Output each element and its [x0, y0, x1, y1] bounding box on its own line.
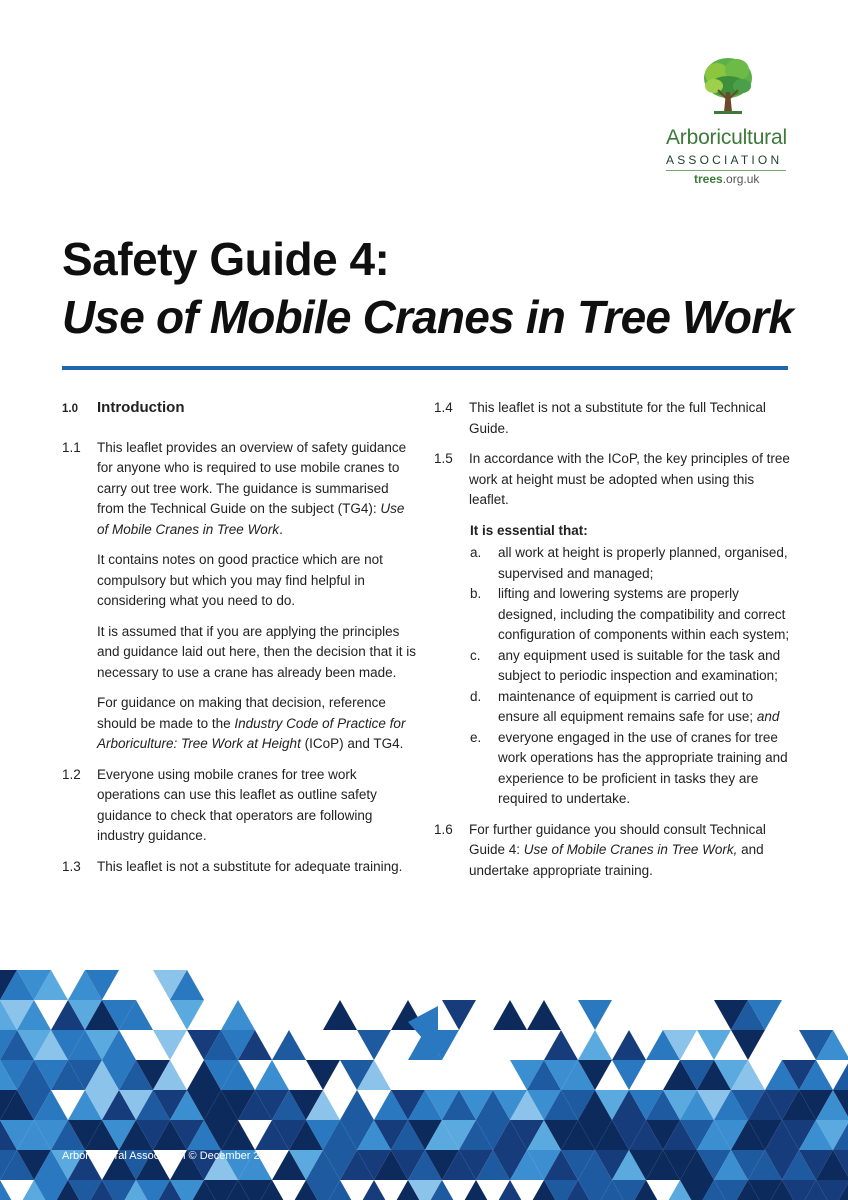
logo-association: ASSOCIATION	[666, 153, 783, 167]
clause-number: 1.4	[434, 400, 453, 415]
logo-url-bold: trees	[694, 172, 723, 186]
footer-copyright: Arboricultural Association © December 2020.	[62, 1150, 282, 1162]
list-item	[470, 584, 790, 646]
text: maintenance of equipment is carried out to ensure all equipment remains safe for use;	[498, 688, 757, 724]
title-divider	[62, 366, 788, 370]
clause-1-3	[62, 857, 417, 878]
logo-divider	[666, 170, 786, 171]
text: For further guidance you should consult Technical Guide 4:	[469, 821, 766, 857]
clause-text	[97, 438, 417, 755]
code-title: Industry Code of Practice for Arboriculture: Tree Work at Height	[97, 715, 406, 751]
list-text	[498, 687, 790, 728]
pattern-triangle	[833, 1060, 848, 1090]
clause-number: 1.2	[62, 766, 81, 782]
clause-1-5	[434, 449, 790, 511]
paragraph: It contains notes on good practice which are not compulsory but which you may find helpful in considering what you need to do.	[97, 552, 383, 608]
pattern-triangle	[544, 1030, 578, 1060]
text: and undertake appropriate training.	[469, 842, 764, 878]
arboricultural-association-logo	[660, 56, 790, 186]
list-letter: e.	[470, 729, 482, 745]
clause-number: 1.3	[62, 858, 81, 874]
left-column	[62, 398, 417, 887]
pattern-triangle	[306, 1060, 340, 1090]
pattern-triangle	[697, 1030, 731, 1060]
text: This leaflet provides an overview of safety guidance for anyone who is required to use mobile cranes to carry out tree work. The guidance is summarised from the Technical Guide on the subject (TG4):	[97, 439, 407, 516]
list-item	[470, 687, 790, 728]
pattern-triangle	[0, 1180, 17, 1200]
text: For guidance on making that decision, reference should be made to the	[97, 695, 386, 731]
pattern-triangle	[442, 1000, 476, 1030]
clause-text	[469, 820, 790, 882]
logo-url-rest: .org.uk	[722, 172, 760, 186]
text: (ICoP) and TG4.	[300, 736, 404, 751]
list-letter: b.	[470, 586, 482, 601]
pattern-triangle	[221, 1000, 255, 1030]
list-text: all work at height is properly planned, organised, supervised and managed;	[498, 545, 788, 581]
clause-text: In accordance with the ICoP, the key principles of tree work at height must be adopted when using this leaflet.	[469, 451, 790, 507]
pattern-triangle	[612, 1060, 646, 1090]
section-heading	[62, 398, 417, 420]
list-item	[470, 543, 790, 584]
logo-url	[694, 172, 759, 186]
italic-text: and	[756, 709, 780, 724]
pattern-triangle	[357, 1030, 391, 1060]
clause-number: 1.5	[434, 451, 453, 466]
guide-title: Use of Mobile Cranes in Tree Work,	[523, 842, 738, 857]
text: .	[279, 521, 283, 537]
clause-1-6	[434, 820, 790, 882]
logo-name: Arboricultural	[666, 126, 787, 149]
guide-title: Use of Mobile Cranes in Tree Work	[97, 501, 405, 537]
paragraph	[97, 438, 417, 541]
pattern-triangle	[170, 1000, 204, 1030]
page-title-line1: Safety Guide 4:	[62, 233, 390, 285]
pattern-triangle	[255, 1060, 289, 1090]
essential-heading: It is essential that:	[470, 522, 588, 538]
clause-text: This leaflet is not a substitute for the full Technical Guide.	[469, 400, 766, 436]
clause-1-2	[62, 765, 417, 847]
clause-1-4	[434, 398, 790, 439]
pattern-triangle	[357, 1180, 391, 1200]
page-title-line2: Use of Mobile Cranes in Tree Work	[62, 291, 794, 343]
section-number: 1.0	[62, 403, 78, 415]
pattern-triangle	[272, 1030, 306, 1060]
pattern-triangle	[612, 1030, 646, 1060]
pattern-triangle	[578, 1030, 612, 1060]
tree-logo-icon	[700, 56, 756, 120]
pattern-triangle	[527, 1000, 561, 1030]
clause-text: This leaflet is not a substitute for adequate training.	[97, 858, 403, 874]
pattern-triangle	[493, 1000, 527, 1030]
list-item	[470, 728, 790, 810]
pattern-triangle	[340, 1090, 374, 1120]
pattern-triangle	[731, 1030, 765, 1060]
list-item	[470, 646, 790, 687]
list-letter: d.	[470, 688, 482, 704]
clause-1-1	[62, 438, 417, 755]
list-letter: c.	[470, 647, 481, 663]
clause-text: Everyone using mobile cranes for tree work operations can use this leaflet as outline safety guidance to check that operators are following industry guidance.	[97, 766, 377, 843]
section-title: Introduction	[97, 399, 185, 416]
list-text: everyone engaged in the use of cranes for tree work operations has the appropriate training and experience to be proficient in tasks they are required to undertake.	[498, 729, 788, 806]
pattern-triangle	[459, 1180, 493, 1200]
paragraph	[97, 693, 417, 755]
triangle-pattern-decoration	[0, 970, 848, 1200]
pattern-triangle	[578, 1000, 612, 1030]
pattern-triangle	[153, 1030, 187, 1060]
clause-number: 1.1	[62, 439, 81, 455]
pattern-triangle	[323, 1000, 357, 1030]
pattern-triangle	[493, 1180, 527, 1200]
right-column	[434, 398, 790, 891]
list-text: any equipment used is suitable for the task and subject to periodic inspection and examination;	[498, 647, 781, 683]
list-text: lifting and lowering systems are properly designed, including the compatibility and correct configuration of components within each system;	[498, 586, 790, 642]
clause-number: 1.6	[434, 821, 453, 837]
list-letter: a.	[470, 545, 482, 560]
paragraph: It is assumed that if you are applying the principles and guidance laid out here, then the decision that it is necessary to use a crane has already been made.	[97, 623, 416, 680]
